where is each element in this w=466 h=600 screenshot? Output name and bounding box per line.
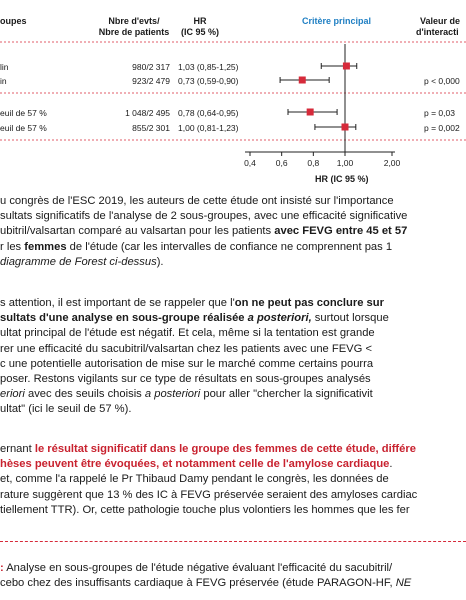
paragraph-2	[0, 296, 466, 418]
caption-line: : Analyse en sous-groupes de l'étude négative évaluant l'efficacité du sacubitril/	[0, 562, 393, 574]
col-header-criterion: Critère principal	[302, 16, 372, 26]
row-hr: 0,73 (0,59-0,90)	[178, 76, 239, 86]
col-header-interaction-line1: Valeur de	[420, 16, 461, 26]
row-label: euil de 57 %	[0, 123, 47, 133]
text-line: rer une efficacité du sacubitril/valsartan chez les patients avec une FEVG <	[0, 342, 372, 355]
row-events: 855/2 301	[132, 123, 170, 133]
col-header-hr-line2: (IC 95 %)	[180, 27, 219, 37]
caption-divider	[0, 541, 466, 542]
text-line: eriori avec des seuils choisis a posteriori pour aller "chercher la significativit	[0, 388, 373, 401]
text-line: ubitril/valsartan comparé au valsartan pour les patients avec FEVG entre 45 et 57	[0, 225, 408, 238]
axis-tick-label: 0,4	[244, 158, 256, 168]
row-label: in	[0, 76, 7, 86]
row-hr: 1,03 (0,85-1,25)	[178, 62, 239, 72]
text-line: ultat principal de l'étude est négatif. Et cela, même si la tentation est grande	[0, 327, 375, 340]
row-pvalue: p = 0,002	[424, 123, 460, 133]
row-label: euil de 57 %	[0, 108, 47, 118]
text-line: hèses peuvent être évoquées, et notamment celle de l'amylose cardiaque.	[0, 458, 393, 471]
text-line: r les femmes de l'étude (car les intervalles de confiance ne comprennent pas 1	[0, 240, 393, 253]
row-events: 923/2 479	[132, 76, 170, 86]
col-header-subgroups: oupes	[0, 16, 27, 26]
row-events: 1 048/2 495	[125, 108, 170, 118]
text-line: sultats d'une analyse en sous-groupe réalisée a posteriori, surtout lorsque	[0, 312, 389, 325]
paragraph-3	[0, 442, 466, 518]
x-axis-label: HR (IC 95 %)	[315, 174, 369, 184]
paragraph-1	[0, 194, 466, 270]
row-events: 980/2 317	[132, 62, 170, 72]
axis-tick-label: 1,00	[336, 158, 354, 168]
hr-point-marker	[299, 77, 306, 84]
row-hr: 1,00 (0,81-1,23)	[178, 123, 239, 133]
text-line: ultat" (ici le seuil de 57 %).	[0, 403, 132, 416]
hr-point-marker	[307, 109, 314, 116]
text-line: et, comme l'a rappelé le Pr Thibaud Damy pendant le congrès, les données de	[0, 473, 389, 486]
axis-tick-label: 2,00	[383, 158, 401, 168]
col-header-interaction-line2: d'interacti	[416, 27, 459, 37]
text-line: ernant le résultat significatif dans le groupe des femmes de cette étude, différe	[0, 443, 416, 455]
col-header-events-line2: Nbre de patients	[98, 27, 170, 37]
row-hr: 0,78 (0,64-0,95)	[178, 108, 239, 118]
hr-point-marker	[343, 63, 350, 70]
text-line: tiellement TTR). Or, cette pathologie touche plus volontiers les hommes que les fer	[0, 503, 410, 516]
text-line: s attention, il est important de se rappeler que l'on ne peut pas conclure sur	[0, 297, 384, 309]
row-label: lin	[0, 62, 9, 72]
forest-plot	[0, 0, 466, 200]
text-line: sultats significatifs de l'analyse de 2 sous-groupes, avec une efficacité significative	[0, 210, 408, 223]
text-line: c une potentielle autorisation de mise sur le marché comme certains pourra	[0, 357, 374, 370]
text-line: poser. Restons vigilants sur ce type de résultats en sous-groupes analysés	[0, 373, 371, 386]
text-line: u congrès de l'ESC 2019, les auteurs de cette étude ont insisté sur l'importance	[0, 195, 394, 207]
axis-tick-label: 0,8	[307, 158, 320, 168]
figure-caption	[0, 561, 466, 591]
caption-line: cebo chez des insuffisants cardiaque à FEVG préservée (étude PARAGON-HF, NE	[0, 577, 412, 590]
hr-point-marker	[342, 124, 349, 131]
axis-tick-label: 0,6	[275, 158, 288, 168]
row-pvalue: p = 0,03	[424, 108, 455, 118]
col-header-events-line1: Nbre d'evts/	[108, 16, 160, 26]
row-pvalue: p < 0,000	[424, 76, 460, 86]
col-header-hr-line1: HR	[193, 16, 207, 26]
text-line: rature suggèrent que 13 % des IC à FEVG préservée seraient des amyloses cardiac	[0, 488, 418, 501]
text-line: diagramme de Forest ci-dessus).	[0, 255, 164, 268]
